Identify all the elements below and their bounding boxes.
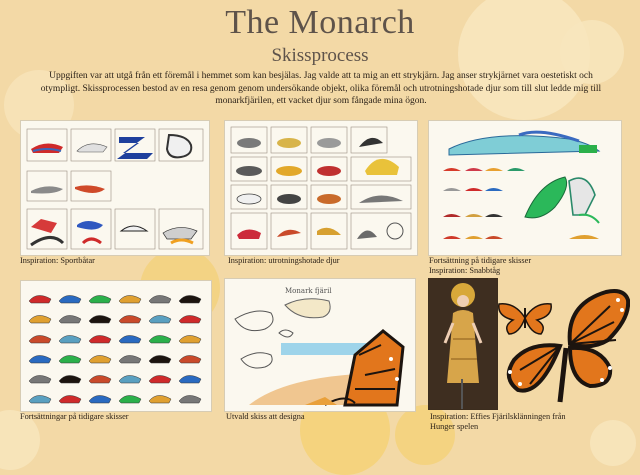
sketch-thumbnail <box>119 395 141 403</box>
sketch-thumbnail <box>59 375 81 383</box>
caption-high-speed-trains: Inspiration: Snabbtåg <box>429 266 501 275</box>
sketch-thumbnail <box>149 295 171 303</box>
sketch-thumbnail <box>29 335 51 343</box>
sketch-thumbnail <box>149 315 171 323</box>
page-title: The Monarch <box>225 4 415 41</box>
sketch-drawing <box>429 121 621 255</box>
sketch-handwritten-label: Monark fjäril <box>285 287 332 295</box>
sketch-thumbnail <box>59 355 81 363</box>
sketch-thumbnail <box>119 295 141 303</box>
page-subtitle: Skissprocess <box>271 45 369 66</box>
sketch-thumbnail <box>59 395 81 403</box>
caption-sport-boats: Inspiration: Sportbåtar <box>20 256 95 265</box>
sketch-panel-endangered-animals <box>224 120 418 256</box>
sketch-thumbnail <box>89 395 111 403</box>
sketch-thumbnail <box>149 395 171 403</box>
sketch-thumbnail <box>179 315 201 323</box>
sketch-drawing <box>21 121 209 255</box>
sketch-thumbnail <box>29 375 51 383</box>
sketch-thumbnail <box>179 335 201 343</box>
caption-continuation: Fortsättning på tidigare skisser <box>429 256 532 265</box>
caption-selected-sketch: Utvald skiss att designa <box>226 412 305 421</box>
caption-effie-dress: Inspiration: Effies Fjärilsklänningen från <box>430 412 566 421</box>
sketch-thumbnail <box>89 315 111 323</box>
effie-figure <box>429 279 497 409</box>
sketch-thumbnail <box>179 395 201 403</box>
sketch-panel-selected-sketch <box>224 278 416 412</box>
monarch-butterfly-large <box>500 288 630 406</box>
sketch-thumbnail <box>119 355 141 363</box>
caption-hunger-games: Hunger spelen <box>430 422 479 431</box>
sketch-drawing <box>21 281 211 411</box>
sketch-thumbnail <box>89 335 111 343</box>
sketch-thumbnail <box>119 335 141 343</box>
sketch-panel-continuations <box>20 280 212 412</box>
caption-continuations: Fortsättningar på tidigare skisser <box>20 412 129 421</box>
sketch-thumbnail <box>89 295 111 303</box>
caption-endangered-animals: Inspiration: utrotningshotade djur <box>228 256 340 265</box>
sketch-thumbnail <box>179 355 201 363</box>
sketch-thumbnail <box>149 335 171 343</box>
sketch-thumbnail <box>119 315 141 323</box>
sketch-drawing <box>225 279 415 411</box>
background-bubble <box>590 420 636 466</box>
sketch-thumbnail <box>149 355 171 363</box>
sketch-thumbnail <box>149 375 171 383</box>
sketch-thumbnail <box>179 375 201 383</box>
sketch-panel-high-speed-trains <box>428 120 622 256</box>
sketch-panel-sport-boats <box>20 120 210 256</box>
intro-paragraph: Uppgiften var att utgå från ett föremål i hemmet som kan besjälas. Jag valde att ta mig an ett strykjärn. Jag anser strykjärnet vara oestetiskt och otympligt. Skissprocessen bestod av en resa genom genom undersökande objekt, olika föremål och utrotningshotade djur som till slut ledde mig till monarkfjärilen, ett vacket djur som fångade mina ögon. <box>40 71 602 106</box>
sketch-thumbnail <box>29 295 51 303</box>
photo-effie-butterfly-dress <box>428 278 498 410</box>
sketch-thumbnail <box>29 355 51 363</box>
sketch-thumbnail <box>59 315 81 323</box>
sketch-thumbnail <box>59 335 81 343</box>
sketch-thumbnail <box>59 295 81 303</box>
sketch-thumbnail <box>29 315 51 323</box>
sketch-thumbnail <box>179 295 201 303</box>
sketch-thumbnail <box>89 355 111 363</box>
sketch-thumbnail <box>89 375 111 383</box>
sketch-drawing <box>225 121 417 255</box>
sketch-thumbnail <box>119 375 141 383</box>
sketch-thumbnail <box>29 395 51 403</box>
